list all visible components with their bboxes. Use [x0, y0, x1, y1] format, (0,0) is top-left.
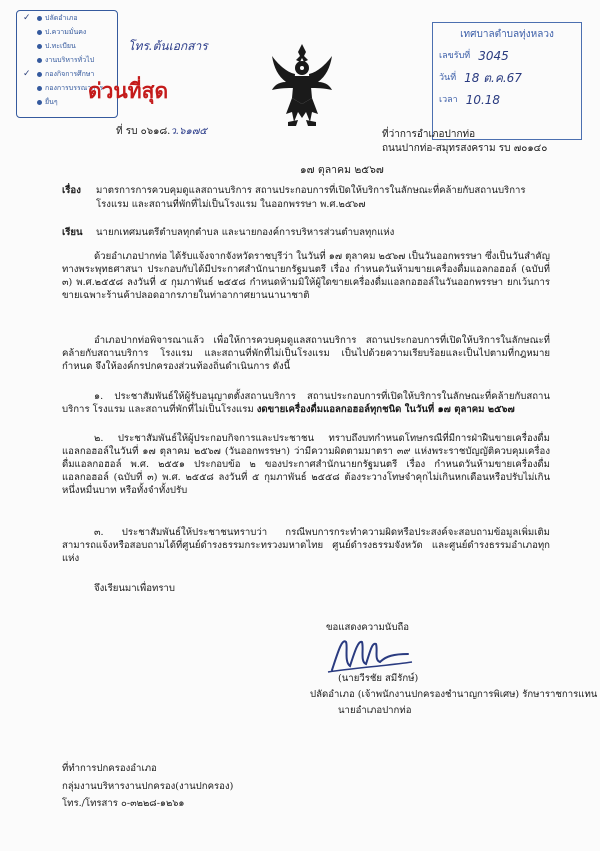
letter-date: ๑๗ ตุลาคม ๒๕๖๗ [300, 164, 384, 176]
footer-phone: โทร./โทรสาร ๐-๓๒๒๘-๑๒๖๑ [62, 798, 185, 809]
closing-line: จึงเรียนมาเพื่อทราบ [94, 583, 175, 594]
routing-item: ✓ กองกิจการศึกษา [23, 68, 95, 79]
footer-group: กลุ่มงานบริหารงานปกครอง(งานปกครอง) [62, 781, 234, 792]
bullet-icon [37, 44, 42, 49]
office-address-line1: ที่ว่าการอำเภอปากท่อ [382, 129, 476, 140]
routing-item: ✓ ปลัดอำเภอ [23, 12, 78, 23]
paragraph-intro: ด้วยอำเภอปากท่อ ได้รับแจ้งจากจังหวัดราชบุรีว่า ในวันที่ ๑๗ ตุลาคม ๒๕๖๗ เป็นวันออกพรรษา ซึ่งเป็นวันสำคัญทางพระพุทธศาสนา ประกอบกับได้มีประกาศสำนักนายกรัฐมนตรี เรื่อง กำหนดวันห้ามขายเครื่องดื่มแอลกอฮอล์ (ฉบับที่ ๓) พ.ศ.๒๕๕๘ ลงวันที่ ๕ กุมภาพันธ์ ๒๕๕๘ กำหนดห้ามมิให้ผู้ใดขายเครื่องดื่มแอลกอฮอล์ในวันออกพรรษา ยกเว้นการขายเฉพาะร้านค้าปลอดอากรภายในท่าอากาศยานนานาชาติ [62, 251, 550, 301]
bullet-icon [37, 58, 42, 63]
handwritten-note: โทร.ต้นเอกสาร [128, 39, 208, 53]
garuda-emblem-icon [268, 42, 336, 128]
urgent-stamp: ด่วนที่สุด [88, 79, 169, 103]
routing-item: ป.ความมั่นคง [17, 25, 117, 39]
bullet-icon [37, 30, 42, 35]
routing-item: งานบริหารทั่วไป [17, 53, 117, 67]
footer-office: ที่ทำการปกครองอำเภอ [62, 763, 157, 774]
receipt-number-row: เลขรับที่ 3045 [439, 48, 509, 63]
paragraph-consideration: อำเภอปากท่อพิจารณาแล้ว เพื่อให้การควบคุมดูแลสถานบริการ สถานประกอบการที่เปิดให้บริการในลักษณะที่คล้ายกับสถานบริการ โรงแรม และสถานที่พักที่ไม่เป็นโรงแรม เป็นไปด้วยความเรียบร้อยและเป็นไปตามที่กฎหมายกำหนด จึงให้องค์กรปกครองส่วนท้องถิ่นดำเนินการ ดังนี้ [62, 335, 550, 372]
check-mark-icon: ✓ [23, 12, 31, 23]
routing-item: ป.ทะเบียน [17, 39, 117, 53]
signer-title: นายอำเภอปากท่อ [338, 705, 412, 716]
signer-name: (นายวีรชัย สมีรักษ์) [338, 673, 419, 684]
signer-position: ปลัดอำเภอ (เจ้าพนักงานปกครองชำนาญการพิเศษ) รักษาราชการแทน [310, 689, 598, 700]
regards: ขอแสดงความนับถือ [326, 622, 410, 633]
subject-label: เรื่อง [62, 185, 81, 196]
receipt-stamp [432, 22, 582, 140]
check-mark-icon: ✓ [23, 68, 31, 79]
subject-line1: มาตรการการควบคุมดูแลสถานบริการ สถานประกอบการที่เปิดให้บริการในลักษณะที่คล้ายกับสถานบริการ [96, 185, 526, 196]
recipient-label: เรียน [62, 227, 83, 238]
receipt-time-row: เวลา 10.18 [439, 92, 501, 107]
routing-item: ยื่นๆ [17, 95, 117, 109]
recipient: นายกเทศมนตรีตำบลทุกตำบล และนายกองค์การบริหารส่วนตำบลทุกแห่ง [96, 227, 395, 238]
bullet-icon [37, 86, 42, 91]
signature-icon [324, 632, 414, 676]
receipt-title: เทศบาลตำบลทุ่งหลวง [460, 28, 554, 40]
routing-item: กองการบรรณาการ [17, 81, 117, 95]
bullet-icon [37, 72, 42, 77]
reference-number: ที่ รบ ๐๖๑๘.ว.๖๑๗๕ [116, 126, 207, 137]
item-2: ๒. ประชาสัมพันธ์ให้ผู้ประกอบกิจการและประชาชน ทราบถึงบทกำหนดโทษกรณีที่มีการฝ่าฝืนขายเครื่องดื่มแอลกอฮอล์ในวันที่ ๑๗ ตุลาคม ๒๕๖๗ (วันออกพรรษา) ว่ามีความผิดตามมาตรา ๓๙ แห่งพระราชบัญญัติควบคุมเครื่องดื่มแอลกอฮอล์ พ.ศ. ๒๕๕๑ ประกอบข้อ ๒ ของประกาศสำนักนายกรัฐมนตรี เรื่อง กำหนดวันห้ามขายเครื่องดื่มแอลกอฮอล์ (ฉบับที่ ๓) พ.ศ. ๒๕๕๘ ลงวันที่ ๕ กุมภาพันธ์ ๒๕๕๘ ต้องระวางโทษจำคุกไม่เกินหกเดือนหรือปรับไม่เกินหนึ่งหมื่นบาท หรือทั้งจำทั้งปรับ [62, 433, 550, 496]
office-address-line2: ถนนปากท่อ-สมุทรสงคราม รบ ๗๐๑๔๐ [382, 143, 548, 154]
bullet-icon [37, 16, 42, 21]
item-3: ๓. ประชาสัมพันธ์ให้ประชาชนทราบว่า กรณีพบการกระทำความผิดหรือประสงค์จะสอบถามข้อมูลเพิ่มเติมสามารถแจ้งหรือสอบถามได้ที่ศูนย์ดำรงธรรมกระทรวงมหาดไทย ศูนย์ดำรงธรรมจังหวัด และศูนย์ดำรงธรรมอำเภอทุกแห่ง [62, 527, 550, 564]
bullet-icon [37, 100, 42, 105]
item-1: ๑. ประชาสัมพันธ์ให้ผู้รับอนุญาตตั้งสถานบริการ สถานประกอบการที่เปิดให้บริการในลักษณะที่คล้ายกับสถานบริการ โรงแรม และสถานที่พักที่ไม่เป็นโรงแรม งดขายเครื่องดื่มแอลกอฮอล์ทุกชนิด ในวันที่ ๑๗ ตุลาคม ๒๕๖๗ [62, 391, 550, 415]
receipt-date-row: วันที่ 18 ต.ค.67 [439, 70, 522, 85]
subject-line2: โรงแรม และสถานที่พักที่ไม่เป็นโรงแรม ในออกพรรษา พ.ศ.๒๕๖๗ [96, 199, 366, 210]
